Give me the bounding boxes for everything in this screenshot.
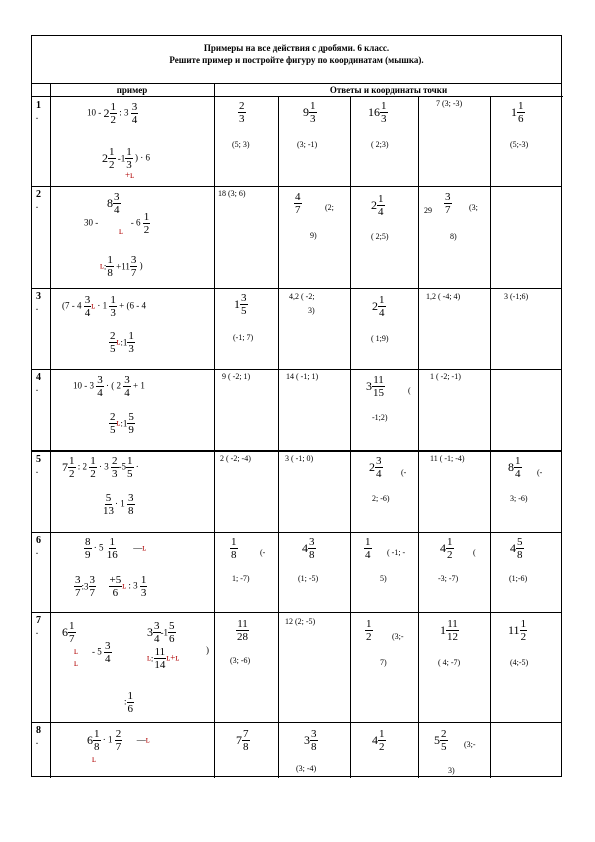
answer: 1 $\frac{11}{12}$ (440, 618, 458, 643)
example-7: 6 $\frac{1}{7}$ (62, 620, 75, 645)
answer-coords: (3; -6) (230, 656, 251, 665)
answer-coords: 3; -6) (510, 494, 528, 503)
worksheet-table (31, 35, 562, 777)
answer: 16 $\frac{1}{3}$ (368, 100, 387, 125)
grid-line (32, 532, 561, 533)
answer-coords: (5;-3) (510, 140, 529, 149)
answer-coords: ( 4; -7) (438, 658, 461, 667)
row-number: 4 . (36, 372, 41, 393)
example-2-line-1: 30 - - 6 $\frac{1}{2}$ (84, 211, 150, 236)
answer-coords: 3) (308, 306, 315, 315)
answer-coords: 1 ( -2; -1) (430, 372, 461, 381)
grid-line (32, 288, 561, 289)
answer-coords: -1;2) (372, 413, 388, 422)
answer: 2 $\frac{1}{4}$ (371, 193, 384, 218)
grid-line (350, 97, 351, 778)
example-1-line-2: 2 $\frac{1}{2}$ -1 $\frac{1}{3}$ ) · 6 (102, 146, 150, 171)
answer-coords: 4,2 ( -2; (289, 292, 315, 301)
example-3: (7 - 4 $\frac{3}{4}$ ʟ · 1 $\frac{1}{3}$ + (6 - 4 (62, 294, 146, 319)
row-number: 3 . (36, 291, 41, 312)
answer-coords: (- (537, 468, 543, 477)
red-mark: ʟ (74, 658, 78, 668)
red-mark: ʟ (92, 754, 96, 764)
answer: 4 $\frac{1}{2}$ (440, 536, 453, 561)
example-8: 6 $\frac{1}{8}$ · 1 $\frac{2}{7}$ —ʟ (87, 728, 150, 753)
worksheet-title (32, 36, 561, 84)
answer-coords: 2 ( -2; -4) (220, 454, 251, 463)
answer: 1 $\frac{3}{5}$ (234, 292, 247, 317)
example-2: 8 $\frac{3}{4}$ (107, 191, 120, 216)
answer: $\frac{1}{4}$ (365, 536, 371, 561)
answer: $\frac{11}{28}$ (237, 618, 248, 643)
row-number: 8 . (36, 725, 41, 746)
example-7-close: ) (206, 645, 209, 655)
answer-coords: 12 (2; -5) (285, 617, 316, 626)
header-example: пример (50, 84, 214, 97)
answer-coords: (3; -4) (296, 764, 317, 773)
answer-coords: 7) (380, 658, 387, 667)
example-4-line-2: $\frac{2}{5}$ ʟ:1 $\frac{5}{9}$ (110, 411, 134, 436)
row-number: 7 . (36, 615, 41, 636)
answer: 1 $\frac{1}{6}$ (511, 100, 524, 125)
answer: 2 $\frac{1}{4}$ (372, 294, 385, 319)
row-number: 1 . (36, 100, 41, 121)
answer-coords: 3 ( -1; 0) (285, 454, 314, 463)
answer-coords: 9 ( -2; 1) (222, 372, 251, 381)
answer: 9 $\frac{1}{3}$ (303, 100, 316, 125)
answer-coords: ( 2;3) (371, 140, 389, 149)
answer-coords: ( (473, 548, 476, 557)
answer: 7 $\frac{7}{8}$ (236, 728, 249, 753)
example-7-line-3: : $\frac{1}{6}$ (124, 690, 134, 715)
answer-coords: (3; (469, 203, 478, 212)
answer: $\frac{1}{8}$ (231, 536, 237, 561)
answer: $\frac{3}{7}$ (445, 191, 451, 216)
answer-coords: (4;-5) (510, 658, 529, 667)
grid-line (490, 97, 491, 778)
answer-coords: 3 (-1;6) (504, 292, 529, 301)
answer: 4 $\frac{1}{2}$ (372, 728, 385, 753)
row-number: 2 . (36, 189, 41, 210)
answer: 8 $\frac{1}{4}$ (508, 455, 521, 480)
answer-coords: (- (260, 548, 266, 557)
row-number: 6 . (36, 535, 41, 556)
grid-line (278, 97, 279, 778)
answer-coords: (1;-6) (509, 574, 528, 583)
example-5-line-2: $\frac{5}{13}$ · 1 $\frac{3}{8}$ (103, 492, 134, 517)
grid-line (50, 84, 51, 778)
example-7-bracket: 3 $\frac{3}{4}$ -1 $\frac{5}{6}$ (147, 620, 175, 645)
answer-coords: 1; -7) (232, 574, 250, 583)
red-mark: +ʟ (125, 170, 134, 180)
example-7-line-1: - 5 $\frac{3}{4}$ (92, 640, 111, 665)
answer: 3 $\frac{3}{8}$ (304, 728, 317, 753)
answer-coords: 5) (380, 574, 387, 583)
grid-line (214, 84, 215, 778)
red-mark: ʟ (74, 646, 78, 656)
answer-coords: ( 1;9) (371, 334, 389, 343)
answer: $\frac{2}{3}$ (239, 100, 245, 125)
answer-coords: (-1; 7) (233, 333, 254, 342)
grid-line (32, 612, 561, 613)
answer: 11 $\frac{1}{2}$ (508, 618, 527, 643)
answer-coords: ( -1; - (387, 548, 406, 557)
answer-coords: (- (401, 468, 407, 477)
example-6: $\frac{8}{9}$ · 5 $\frac{1}{16}$ —ʟ (85, 536, 147, 561)
answer-coords: ( 2;5) (371, 232, 389, 241)
answer-coords: 7 (3; -3) (436, 99, 463, 108)
example-2-line-2: ʟ: $\frac{1}{8}$ +11 $\frac{3}{7}$ ) (100, 254, 143, 279)
answer-coords: 8) (450, 232, 457, 241)
answer: 2 $\frac{3}{4}$ (369, 455, 382, 480)
title-line-2: Решите пример и постройте фигуру по координатам (мышка). (169, 55, 424, 65)
header-answers: Ответы и координаты точки (214, 84, 563, 97)
grid-line (32, 186, 561, 187)
grid-line (32, 369, 561, 370)
answer: 5 $\frac{2}{5}$ (434, 728, 447, 753)
answer-coords: (5; 3) (232, 140, 250, 149)
answer-coords: 9) (310, 231, 317, 240)
example-5: 7 $\frac{1}{2}$ : 2 $\frac{1}{2}$ · 3 $\frac{2}{3}$ -5 $\frac{1}{5}$ · (62, 455, 139, 480)
example-3-line-2: $\frac{2}{5}$ ʟ:1 $\frac{1}{3}$ (110, 330, 134, 355)
answer: 4 $\frac{5}{8}$ (510, 536, 523, 561)
answer-coords: (2; (325, 203, 334, 212)
title-line-1: Примеры на все действия с дробями. 6 класс. (203, 43, 390, 53)
grid-line (32, 450, 561, 452)
answer-coords: (3;- (392, 632, 404, 641)
answer: $\frac{1}{2}$ (366, 618, 372, 643)
answer-coords: 2; -6) (372, 494, 390, 503)
answer-coords: 14 ( -1; 1) (286, 372, 319, 381)
header-num (32, 84, 50, 97)
answer-coords: 3) (448, 766, 455, 775)
example-6-line-2: $\frac{3}{7}$ :3 $\frac{3}{7}$ $\frac{+5}{6}$ ʟ : 3 $\frac{1}{3}$ (75, 574, 147, 599)
answer: $\frac{4}{7}$ (295, 191, 301, 216)
answer-coords: ( (408, 386, 411, 395)
answer-coords: 29 (424, 206, 432, 215)
answer-coords: 1,2 ( -4; 4) (426, 292, 461, 301)
answer-coords: 18 (3; 6) (218, 189, 246, 198)
answer: 4 $\frac{3}{8}$ (302, 536, 315, 561)
example-1: 10 - 2 $\frac{1}{2}$ : 3 $\frac{3}{4}$ (87, 101, 138, 126)
example-4: 10 - 3 $\frac{3}{4}$ · ( 2 $\frac{3}{4}$ + 1 (73, 374, 145, 399)
answer-coords: 11 ( -1; -4) (430, 454, 465, 463)
answer-coords: -3; -7) (438, 574, 459, 583)
answer: 3 $\frac{11}{15}$ (366, 374, 384, 399)
answer-coords: (3;- (464, 740, 476, 749)
red-mark: ʟ (119, 226, 123, 236)
row-number: 5 . (36, 454, 41, 475)
answer-coords: (3; -1) (297, 140, 318, 149)
grid-line (418, 97, 419, 778)
grid-line (32, 722, 561, 723)
answer-coords: (1; -5) (298, 574, 319, 583)
example-7-line-2: ʟ: $\frac{11}{14}$ ʟ+ʟ (147, 646, 180, 671)
